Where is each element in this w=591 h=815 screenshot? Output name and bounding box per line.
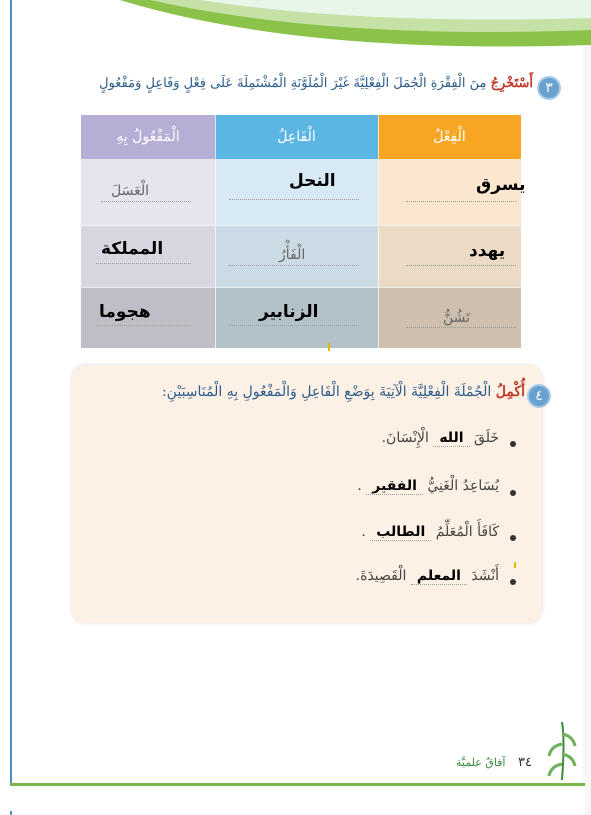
row-divider: [81, 287, 521, 288]
sentence-3-answer: الطالب: [370, 524, 431, 541]
question-4-body: الْجُمْلَةَ الْفِعْلِيَّةَ الْآتِيَةَ بِوَضْعِ الْفَاعِلِ وَالْمَفْعُولِ بِهِ الْمُنَاسِبَيْنِ:: [161, 384, 492, 400]
footer-bar: [10, 786, 585, 811]
row-divider: [81, 225, 521, 226]
question-4-lead: أُكْمِلُ: [495, 384, 525, 400]
column-divider: [378, 115, 379, 348]
page-number: ٣٤: [518, 755, 532, 770]
answer-line: [229, 265, 359, 267]
question-3-lead: أَسْتَخْرِجُ: [490, 76, 533, 91]
bullet: [510, 490, 516, 496]
row-2-object: المملكة: [101, 239, 164, 259]
bullet: [510, 535, 516, 541]
top-wave-decoration: [0, 0, 591, 70]
question-4-text: [162, 384, 525, 400]
answer-line: [96, 263, 191, 265]
yellow-mark: [514, 562, 516, 568]
bullet: [510, 579, 516, 585]
row-3-verb: تَشُنُّ: [443, 310, 471, 326]
sentence-1-after: الْإِنْسَانَ.: [381, 430, 429, 446]
answer-table: [81, 115, 526, 348]
answer-line: [101, 201, 191, 203]
sentence-2-after: .: [357, 478, 362, 494]
question-3-body: مِنَ الْفِقْرَةِ الْجُمَلَ الْفِعْلِيَّةَ غَيْرَ الْمُلَوَّنَةِ الْمُشْتَمِلَةَ عَلَى فِعْلٍ وَفَاعِلٍ وَمَفْعُولٍ: [99, 76, 487, 91]
question-3-number: ٣: [537, 76, 561, 100]
sentence-1: [382, 430, 499, 446]
question-3-text: [99, 76, 533, 91]
sentence-3-before: كَافَأَ الْمُعَلِّمُ: [435, 524, 499, 540]
sentence-1-before: خَلَقَ: [474, 430, 499, 446]
exercise-4-box: [72, 365, 542, 623]
answer-line: [406, 327, 516, 329]
answer-line: [229, 325, 359, 327]
sentence-4: [356, 568, 499, 584]
left-page-border: [0, 0, 12, 815]
row-3-subject: الزنابير: [259, 302, 319, 322]
sentence-1-answer: الله: [433, 430, 469, 447]
sentence-3: [361, 524, 499, 540]
question-4-number: ٤: [527, 384, 551, 408]
row-1-subject: النحل: [289, 171, 336, 191]
unit-title: آفاقٌ علميَّة: [456, 756, 506, 769]
header-subject: الْفَاعِلُ: [215, 115, 378, 159]
answer-line: [406, 201, 516, 203]
header-object: الْمَفْعُولُ بِهِ: [81, 115, 215, 159]
row-2-verb: يهدد: [469, 241, 506, 261]
answer-line: [96, 325, 191, 327]
row-3-object: هجوما: [99, 302, 151, 322]
sentence-2-before: يُسَاعِدُ الْغَنِيُّ: [427, 478, 499, 494]
yellow-mark: [328, 343, 330, 351]
sentence-3-after: .: [361, 524, 366, 540]
header-verb: الْفِعْلُ: [378, 115, 521, 159]
column-divider: [215, 115, 216, 348]
sentence-2-answer: الفقير: [366, 478, 423, 495]
row-2-subject: الْفَأْرُ: [279, 247, 306, 263]
leaf-logo-icon: [545, 720, 579, 782]
sentence-4-answer: المعلم: [411, 568, 467, 585]
answer-line: [229, 199, 359, 201]
right-page-margin: [583, 0, 591, 815]
answer-line: [406, 265, 516, 267]
sentence-2: [357, 478, 499, 494]
bullet: [510, 441, 516, 447]
sentence-4-after: الْقَصِيدَةَ.: [355, 568, 407, 584]
row-1-object: الْعَسَلَ: [111, 183, 150, 199]
row-1-verb: يسرق: [476, 175, 526, 195]
sentence-4-before: أَنْشَدَ: [471, 568, 499, 584]
